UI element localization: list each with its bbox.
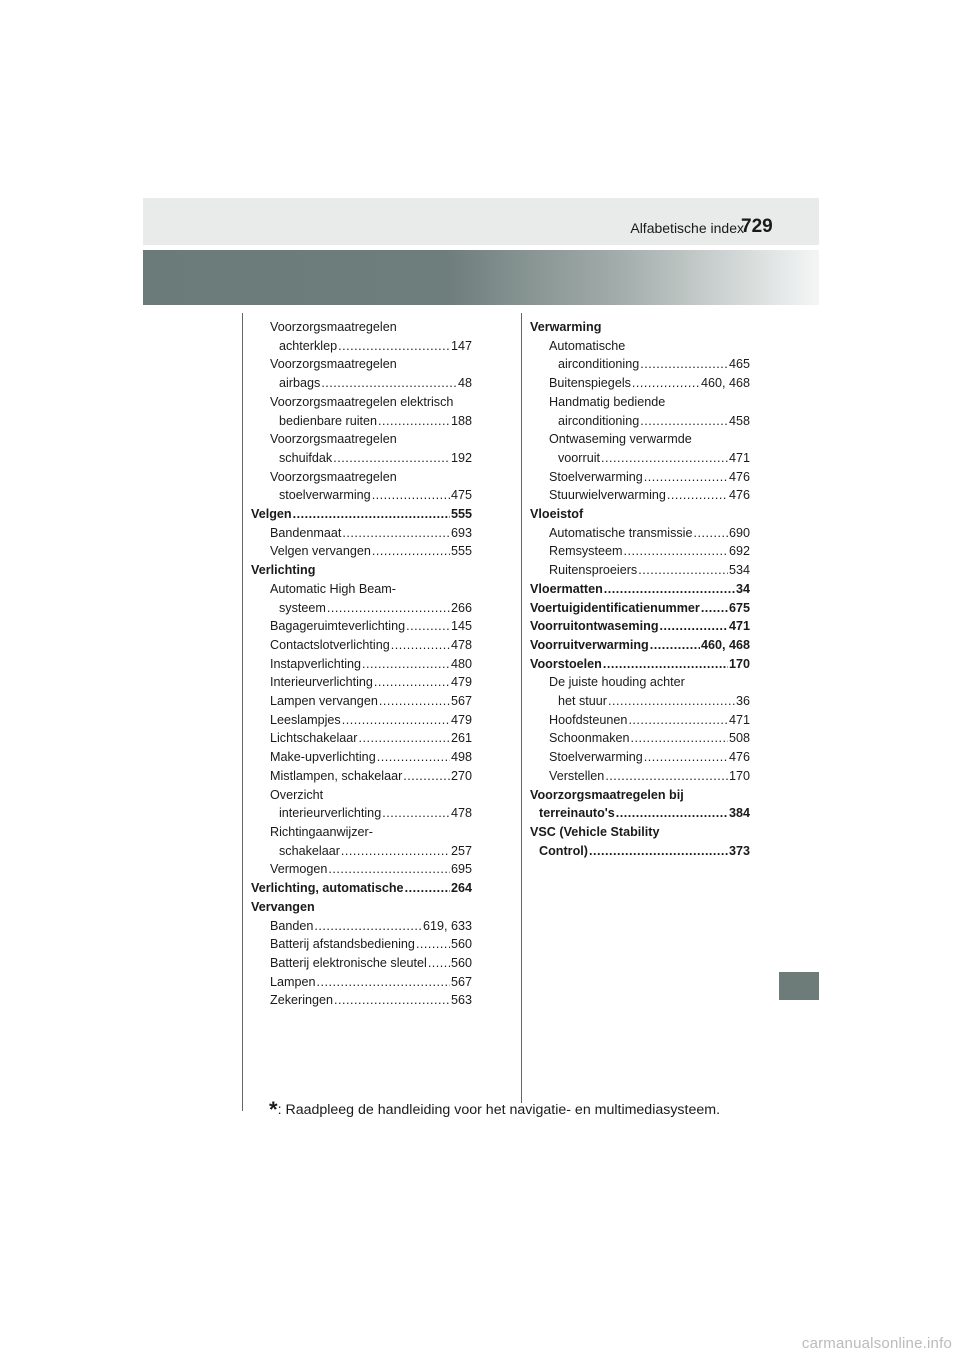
index-entry — [251, 636, 472, 655]
entry-page: 560 — [450, 937, 472, 952]
index-entry — [251, 973, 472, 992]
index-entry — [251, 355, 472, 374]
index-entry — [251, 374, 472, 393]
entry-term: Voorruitontwaseming — [530, 619, 659, 634]
dot-leader — [650, 636, 700, 655]
entry-page: 693 — [450, 525, 472, 540]
index-entry — [251, 935, 472, 954]
entry-term: Stoelverwarming — [549, 469, 643, 484]
index-entry — [251, 430, 472, 449]
index-entry — [251, 917, 472, 936]
entry-term: Voorzorgsmaatregelen — [270, 357, 397, 372]
entry-term: Voorzorgsmaatregelen — [270, 432, 397, 447]
entry-page: 471 — [728, 619, 750, 634]
entry-term: VSC (Vehicle Stability — [530, 824, 660, 839]
entry-page: 534 — [728, 563, 750, 578]
entry-term: Vermogen — [270, 862, 328, 877]
entry-page: 480 — [450, 656, 472, 671]
index-entry — [251, 954, 472, 973]
index-entry — [251, 393, 472, 412]
footnote-text: : Raadpleeg de handleiding voor het navigatie- en multimediasysteem. — [277, 1102, 721, 1118]
entry-term: Verlichting — [251, 563, 316, 578]
entry-term: airconditioning — [558, 357, 640, 372]
index-entry — [530, 673, 750, 692]
entry-term: Batterij elektronische sleutel — [270, 955, 427, 970]
dot-leader — [327, 599, 450, 618]
entry-term: Vloeistof — [530, 507, 584, 522]
entry-term: achterklep — [279, 338, 338, 353]
index-entry — [530, 617, 750, 636]
entry-page: 690 — [728, 525, 750, 540]
index-entry — [251, 860, 472, 879]
index-entry — [530, 580, 750, 599]
entry-term: Voorstoelen — [530, 656, 602, 671]
entry-page: 460, 468 — [700, 637, 750, 652]
entry-page: 555 — [450, 507, 472, 522]
index-entry — [530, 318, 750, 337]
entry-page: 266 — [450, 600, 472, 615]
dot-leader — [391, 636, 450, 655]
index-entry — [251, 599, 472, 618]
dot-leader — [333, 449, 450, 468]
entry-term: airbags — [279, 376, 321, 391]
entry-page: 478 — [450, 806, 472, 821]
entry-term: Make-upverlichting — [270, 750, 376, 765]
index-entry — [251, 655, 472, 674]
index-entry — [251, 823, 472, 842]
entry-page: 567 — [450, 974, 472, 989]
dot-leader — [314, 917, 422, 936]
entry-page: 34 — [735, 581, 750, 596]
entry-term: Ruitensproeiers — [549, 563, 638, 578]
index-entry — [251, 318, 472, 337]
index-entry — [251, 804, 472, 823]
entry-term: stoelverwarming — [279, 488, 371, 503]
entry-term: Schoonmaken — [549, 731, 630, 746]
dot-leader — [608, 692, 735, 711]
entry-term: Ontwaseming verwarmde — [549, 432, 692, 447]
dot-leader — [604, 580, 735, 599]
entry-term: Contactslotverlichting — [270, 637, 390, 652]
entry-term: Vervangen — [251, 899, 315, 914]
entry-page: 478 — [450, 637, 472, 652]
index-entry — [530, 636, 750, 655]
dot-leader — [374, 673, 450, 692]
entry-term: Verwarming — [530, 320, 602, 334]
entry-page: 479 — [450, 712, 472, 727]
dot-leader — [428, 954, 450, 973]
dot-leader — [631, 729, 728, 748]
entry-page: 498 — [450, 750, 472, 765]
entry-term: Lampen — [270, 974, 316, 989]
index-entry — [530, 468, 750, 487]
entry-term: Verlichting, automatische — [251, 881, 404, 896]
index-entry — [251, 711, 472, 730]
entry-page: 261 — [450, 731, 472, 746]
index-entry — [530, 393, 750, 412]
entry-page: 475 — [450, 488, 472, 503]
entry-page: 170 — [728, 656, 750, 671]
entry-page: 460, 468 — [700, 376, 750, 391]
entry-page: 458 — [728, 413, 750, 428]
index-entry — [530, 711, 750, 730]
entry-page: 563 — [450, 993, 472, 1008]
index-column-right — [530, 318, 750, 860]
dot-leader — [379, 692, 450, 711]
dot-leader — [640, 412, 728, 431]
entry-term: Voorruitverwarming — [530, 637, 649, 652]
entry-term: Automatische — [549, 338, 626, 353]
entry-page: 476 — [728, 469, 750, 484]
entry-term: Bagageruimteverlichting — [270, 619, 406, 634]
middle-column-rule — [521, 313, 522, 1103]
entry-term: Batterij afstandsbediening — [270, 937, 415, 952]
index-entry — [530, 842, 750, 861]
index-entry — [251, 767, 472, 786]
entry-page: 170 — [728, 768, 750, 783]
entry-term: Banden — [270, 918, 314, 933]
index-entry — [251, 842, 472, 861]
dot-leader — [660, 617, 728, 636]
index-entry — [530, 374, 750, 393]
entry-term: het stuur — [558, 694, 608, 709]
dot-leader — [701, 599, 728, 618]
footnote — [269, 1097, 720, 1123]
index-entry — [530, 748, 750, 767]
dot-leader — [623, 542, 728, 561]
dot-leader — [616, 804, 728, 823]
entry-term: Voorzorgsmaatregelen — [270, 320, 397, 334]
dot-leader — [372, 542, 450, 561]
dot-leader — [416, 935, 450, 954]
entry-term: Handmatig bediende — [549, 394, 666, 409]
index-entry — [251, 748, 472, 767]
page-title: Alfabetische index — [630, 220, 744, 236]
entry-page: 476 — [728, 750, 750, 765]
entry-page: 476 — [728, 488, 750, 503]
entry-term: terreinauto's — [539, 806, 615, 821]
entry-term: Buitenspiegels — [549, 376, 631, 391]
index-entry — [530, 692, 750, 711]
dot-leader — [693, 524, 728, 543]
entry-page: 479 — [450, 675, 472, 690]
entry-term: Remsysteem — [549, 544, 623, 559]
dot-leader — [638, 561, 728, 580]
dot-leader — [628, 711, 728, 730]
entry-term: Voorzorgsmaatregelen — [270, 469, 397, 484]
entry-term: Hoofdsteunen — [549, 712, 628, 727]
entry-page: 675 — [728, 600, 750, 615]
entry-term: Automatic High Beam- — [270, 581, 396, 596]
entry-page: 48 — [457, 376, 472, 391]
entry-term: Mistlampen, schakelaar — [270, 768, 403, 783]
entry-term: Lichtschakelaar — [270, 731, 358, 746]
dot-leader — [667, 486, 728, 505]
entry-term: Vloermatten — [530, 581, 603, 596]
index-entry — [251, 729, 472, 748]
index-entry — [251, 542, 472, 561]
dot-leader — [317, 973, 450, 992]
dot-leader — [406, 617, 450, 636]
entry-page: 471 — [728, 450, 750, 465]
entry-page: 555 — [450, 544, 472, 559]
dot-leader — [338, 337, 450, 356]
entry-term: Control) — [539, 843, 588, 858]
index-entry — [251, 879, 472, 898]
entry-term: schakelaar — [279, 843, 340, 858]
entry-term: interieurverlichting — [279, 806, 382, 821]
entry-page: 264 — [450, 881, 472, 896]
index-column-left — [251, 318, 472, 1010]
index-entry — [251, 486, 472, 505]
dot-leader — [321, 374, 457, 393]
footnote-star: * — [269, 1097, 278, 1122]
index-entry — [251, 412, 472, 431]
index-entry — [530, 786, 750, 805]
dot-leader — [378, 412, 450, 431]
dot-leader — [640, 355, 728, 374]
entry-page: 373 — [728, 843, 750, 858]
entry-page: 560 — [450, 955, 472, 970]
entry-term: Overzicht — [270, 787, 324, 802]
entry-page: 619, 633 — [422, 918, 472, 933]
entry-page: 695 — [450, 862, 472, 877]
dot-leader — [605, 767, 728, 786]
entry-page: 36 — [735, 694, 750, 709]
dot-leader — [382, 804, 450, 823]
dot-leader — [589, 842, 728, 861]
entry-term: De juiste houding achter — [549, 675, 685, 690]
entry-term: airconditioning — [558, 413, 640, 428]
index-entry — [530, 486, 750, 505]
entry-term: Velgen vervangen — [270, 544, 371, 559]
dot-leader — [341, 842, 450, 861]
index-entry — [530, 430, 750, 449]
dot-leader — [342, 711, 450, 730]
entry-page: 192 — [450, 450, 472, 465]
index-entry — [251, 617, 472, 636]
index-entry — [530, 524, 750, 543]
dot-leader — [632, 374, 700, 393]
index-entry — [530, 729, 750, 748]
entry-term: Richtingaanwijzer- — [270, 824, 373, 839]
index-entry — [251, 505, 472, 524]
index-entry — [251, 580, 472, 599]
dot-leader — [328, 860, 450, 879]
entry-page: 257 — [450, 843, 472, 858]
dot-leader — [603, 655, 728, 674]
entry-term: Lampen vervangen — [270, 694, 378, 709]
entry-term: Verstellen — [549, 768, 605, 783]
index-entry — [251, 561, 472, 580]
entry-page: 567 — [450, 694, 472, 709]
index-entry — [530, 355, 750, 374]
dot-leader — [644, 468, 728, 487]
dot-leader — [362, 655, 450, 674]
entry-term: Voorzorgsmaatregelen elektrisch — [270, 394, 454, 409]
index-entry — [530, 449, 750, 468]
index-entry — [530, 823, 750, 842]
entry-term: voorruit — [558, 450, 600, 465]
index-entry — [530, 412, 750, 431]
dot-leader — [293, 505, 450, 524]
entry-term: Voorzorgsmaatregelen bij — [530, 787, 684, 802]
dot-leader — [342, 524, 450, 543]
section-tab — [779, 972, 819, 1000]
index-entry — [251, 337, 472, 356]
index-entry — [530, 561, 750, 580]
entry-term: Instapverlichting — [270, 656, 362, 671]
entry-page: 508 — [728, 731, 750, 746]
page-number: 729 — [741, 216, 773, 237]
entry-term: Voertuigidentificatienummer — [530, 600, 700, 615]
index-entry — [530, 655, 750, 674]
entry-term: Bandenmaat — [270, 525, 342, 540]
index-entry — [251, 449, 472, 468]
entry-page: 188 — [450, 413, 472, 428]
entry-term: Velgen — [251, 507, 292, 522]
entry-term: Stoelverwarming — [549, 750, 643, 765]
dot-leader — [372, 486, 450, 505]
dot-leader — [405, 879, 450, 898]
index-entry — [251, 898, 472, 917]
index-entry — [530, 337, 750, 356]
index-entry — [251, 468, 472, 487]
index-entry — [530, 804, 750, 823]
entry-page: 270 — [450, 768, 472, 783]
index-entry — [251, 692, 472, 711]
index-entry — [251, 673, 472, 692]
left-column-rule — [242, 313, 243, 1111]
entry-term: Automatische transmissie — [549, 525, 693, 540]
header-band — [143, 250, 819, 305]
entry-page: 465 — [728, 357, 750, 372]
entry-page: 692 — [728, 544, 750, 559]
index-entry — [251, 786, 472, 805]
entry-page: 147 — [450, 338, 472, 353]
entry-page: 145 — [450, 619, 472, 634]
dot-leader — [377, 748, 450, 767]
entry-term: bedienbare ruiten — [279, 413, 378, 428]
entry-term: Zekeringen — [270, 993, 334, 1008]
entry-term: Interieurverlichting — [270, 675, 373, 690]
index-entry — [530, 599, 750, 618]
watermark: carmanualsonline.info — [801, 1335, 952, 1352]
dot-leader — [359, 729, 450, 748]
entry-page: 384 — [728, 806, 750, 821]
entry-page: 471 — [728, 712, 750, 727]
index-entry — [530, 542, 750, 561]
entry-term: Stuurwielverwarming — [549, 488, 666, 503]
index-entry — [530, 767, 750, 786]
dot-leader — [601, 449, 728, 468]
index-entry — [251, 524, 472, 543]
dot-leader — [403, 767, 450, 786]
index-entry — [251, 991, 472, 1010]
entry-term: Leeslampjes — [270, 712, 341, 727]
entry-term: schuifdak — [279, 450, 333, 465]
index-entry — [530, 505, 750, 524]
dot-leader — [644, 748, 728, 767]
entry-term: systeem — [279, 600, 326, 615]
dot-leader — [334, 991, 450, 1010]
